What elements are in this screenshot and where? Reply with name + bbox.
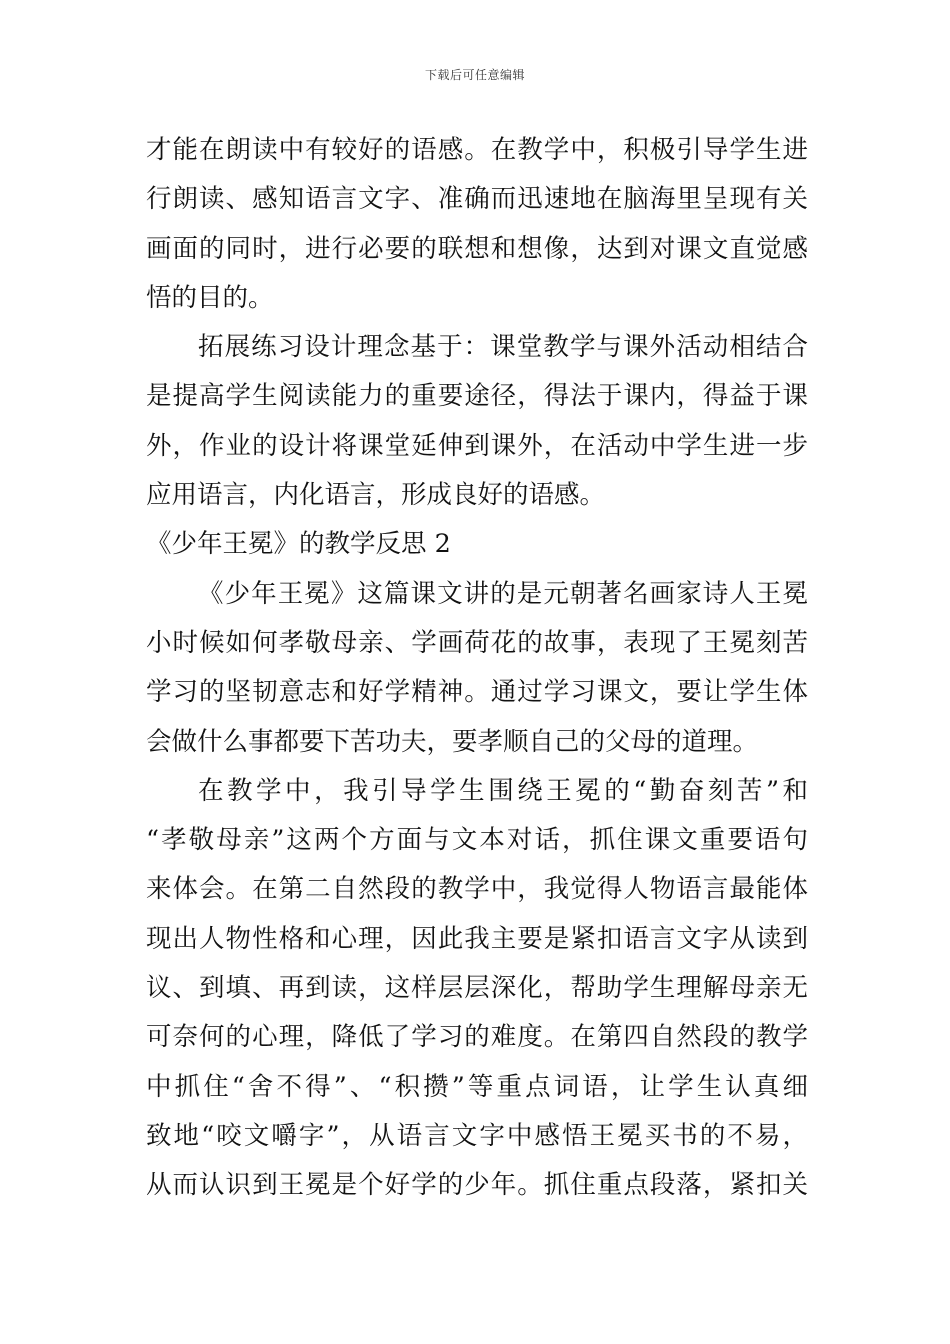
text-line: 悟的目的。 (146, 282, 274, 313)
text-line: 小时候如何孝敬母亲、学画荷花的故事，表现了王冕刻苦 (146, 627, 808, 658)
text-line: 来体会。在第二自然段的教学中，我觉得人物语言最能体 (146, 874, 808, 905)
text-line: 画面的同时，进行必要的联想和想像，达到对课文直觉感 (146, 233, 808, 264)
text-line: 拓展练习设计理念基于：课堂教学与课外活动相结合 (198, 332, 808, 363)
text-line: 致地“咬文嚼字”，从语言文字中感悟王冕买书的不易， (146, 1120, 808, 1151)
text-line: 议、到填、再到读，这样层层深化，帮助学生理解母亲无 (146, 973, 808, 1004)
page-header: 下载后可任意编辑 (424, 68, 525, 82)
document-body (146, 126, 808, 1211)
text-line: 应用语言，内化语言，形成良好的语感。 (146, 480, 606, 511)
text-line: 外，作业的设计将课堂延伸到课外，在活动中学生进一步 (146, 430, 808, 461)
text-line: 从而认识到王冕是个好学的少年。抓住重点段落，紧扣关 (146, 1170, 808, 1201)
text-line: 会做什么事都要下苦功夫，要孝顺自己的父母的道理。 (146, 726, 759, 757)
text-line: 中抓住“舍不得”、“积攒”等重点词语，让学生认真细 (146, 1071, 808, 1102)
text-line: 学习的坚韧意志和好学精神。通过学习课文，要让学生体 (146, 677, 808, 708)
text-line: 《少年王冕》这篇课文讲的是元朝著名画家诗人王冕 (198, 578, 808, 609)
text-line: 行朗读、感知语言文字、准确而迅速地在脑海里呈现有关 (146, 184, 808, 215)
text-line: 《少年王冕》的教学反思 2 (146, 529, 451, 560)
text-line: 在教学中，我引导学生围绕王冕的“勤奋刻苦”和 (198, 775, 808, 806)
text-line: 是提高学生阅读能力的重要途径，得法于课内，得益于课 (146, 381, 808, 412)
text-line: 才能在朗读中有较好的语感。在教学中，积极引导学生进 (146, 135, 808, 165)
text-line: 现出人物性格和心理，因此我主要是紧扣语言文字从读到 (146, 923, 808, 954)
text-line: “孝敬母亲”这两个方面与文本对话，抓住课文重要语句 (146, 825, 808, 856)
text-line: 可奈何的心理，降低了学习的难度。在第四自然段的教学 (146, 1022, 808, 1053)
